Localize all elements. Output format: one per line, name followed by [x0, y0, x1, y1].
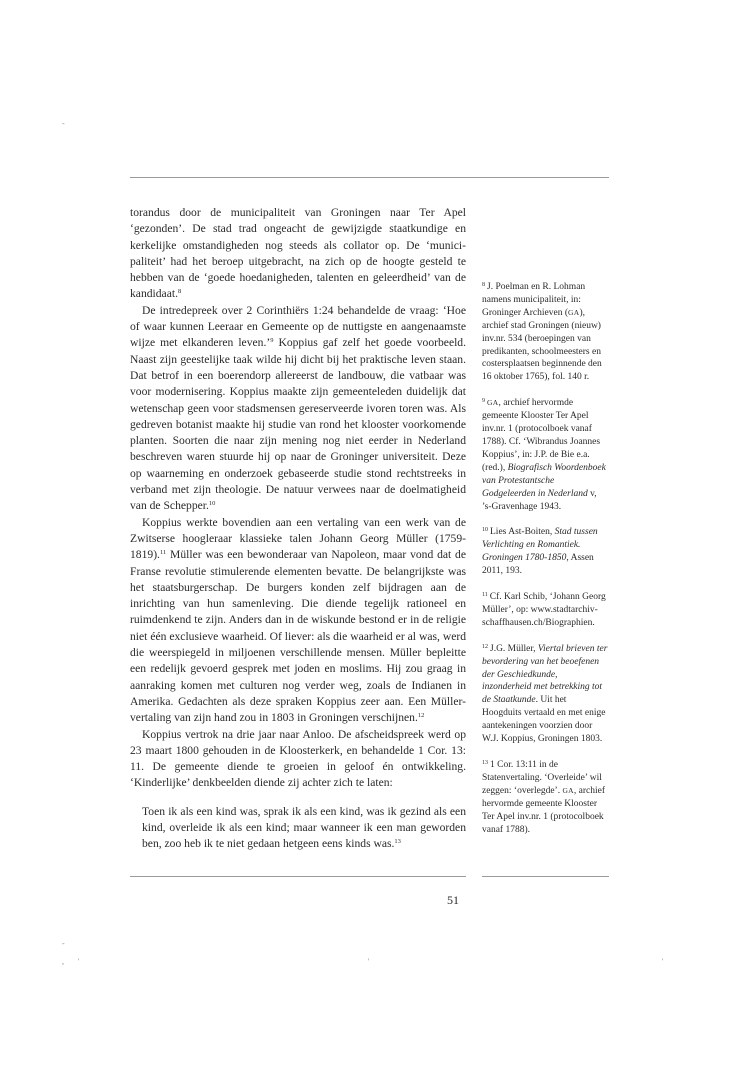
footnote-10: [482, 524, 608, 578]
crop-mark: ': [78, 957, 80, 966]
paragraph-text: Müller was een bewonderaar van Napoleon, maar vond dat de Franse revolutie stimulerende elementen bevatte. De belangrijkste was het staatsburgerschap. De burgers konden zelf bijdragen aan de inrichting van hun samenleving. Die diende tegelijk rationeel en ruimdenkend te zijn. Anders dan in de wiskunde bestond er in de religie niet één exclusieve waarheid. Of liever: als die waarheid er al was, werd die weerspiegeld in miljoenen verschillende mensen. Müller bepleitte een redelijk gevoerd gesprek met joden en moslims. Hij zou graag in aanraking komen met culturen nog verder weg, zoals de Indianen in Amerika. Gedachten als deze spraken Koppius zeer aan. Een Müller-vertaling van zijn hand zou in 1803 in Groningen verschijnen.: [130, 548, 466, 725]
footnote-8: [482, 279, 608, 384]
footnote-number: 8: [482, 282, 485, 288]
footnote-text: ), archief stad Groningen (nieuw) inv.nr. 534 (beroepingen van predikanten, schoolmeesters en costersplaatsen beginnende den 16 oktober 1765), fol. 140 r.: [482, 307, 602, 383]
footnote-number: 9: [482, 398, 485, 405]
quote-text: Toen ik als een kind was, sprak ik als een kind, was ik gezind als een kind, overleide ik als een kind; maar wanneer ik een man geworden ben, zoo heb ik te niet gedaan hetgeen eens kinds was.: [142, 804, 466, 851]
footnote-text: J.G. Müller,: [490, 643, 538, 654]
footnote-title: Viertal brieven ter bevordering van het beoefenen der Geschiedkunde, inzonderheid met betrekking tot de Staatkunde: [482, 643, 608, 706]
footnote-9: [482, 395, 608, 513]
footnote-ref: 9: [270, 337, 274, 345]
footnote-number: 10: [482, 527, 488, 534]
footnote-ref: 10: [208, 500, 216, 508]
footnote-text: , Assen 2011, 193.: [482, 553, 594, 577]
footnote-number: 13: [482, 760, 488, 766]
footnote-title: Stad tussen Verlichting en Romantiek. Groningen 1780-1850: [482, 527, 598, 564]
paragraph: [130, 515, 466, 727]
footnotes-column: [482, 279, 608, 847]
paragraph: [130, 303, 466, 515]
footnote-ref: 8: [177, 288, 182, 296]
crop-mark: -: [62, 119, 65, 128]
footnote-number: 11: [482, 592, 488, 599]
bottom-rule-main: [130, 876, 466, 877]
footnote-11: [482, 589, 608, 630]
paragraph-text: De intredepreek over 2 Corinthiërs 1:24 behandelde de vraag: ‘Hoe of waar kunnen Leeraar en Gemeente op de nuttigste en aangenaamste wijze met elkanderen leven.’: [130, 303, 466, 350]
page-number: 51: [447, 893, 459, 907]
footnote-number: 12: [482, 643, 488, 650]
footnote-text: v, ’s-Gravenhage 1943.: [482, 488, 597, 512]
footnote-text: J. Poelman en R. Lohman namens municipaliteit, in: Groninger Archieven (: [482, 282, 586, 318]
footnote-text: Cf. Karl Schib, ‘Johann Georg Müller’, op: www.stadtarchivschaffhausen.ch/Biographien.: [482, 592, 606, 628]
footnote-text: . Uit het Hoogduits vertaald en met enige aantekeningen voorzien door W.J. Koppius, Groningen 1803.: [482, 695, 606, 745]
crop-mark: -: [62, 939, 65, 948]
footnote-abbrev: GA: [562, 785, 574, 795]
top-rule: [130, 177, 609, 178]
block-quote: [142, 804, 466, 853]
crop-mark: ,: [62, 957, 64, 966]
footnote-title: Biografisch Woordenboek van Protestantsche Godgeleerden in Nederland: [482, 462, 606, 499]
footnote-ref: 12: [417, 712, 425, 720]
footnote-text: 1 Cor. 13:11 in de Statenvertaling. ‘Overleide’ wil zeggen: ‘overlegde’.: [482, 760, 602, 796]
footnote-12: [482, 641, 608, 746]
paragraph-text: Koppius vertrok na drie jaar naar Anloo. De afscheidspreek werd op 23 maart 1800 gehouden in de Kloosterkerk, en behandelde 1 Cor. 13: 11. De gemeente diende te groeien in geloof én ontwikkeling. ‘Kinderlijke’ denkbeelden diende zij achter zich te laten:: [130, 727, 466, 790]
footnote-text: Lies Ast-Boiten,: [490, 527, 555, 538]
footnote-text: , archief hervormde gemeente Klooster Ter Apel inv.nr. 1 (protocolboek vanaf 1788). Cf. ‘Wibrandus Joannes Koppius’, in: J.P. de Bie e.a. (red.),: [482, 398, 601, 473]
crop-mark: ': [368, 957, 370, 966]
paragraph: [130, 727, 466, 792]
paragraph-text: torandus door de municipaliteit van Groningen naar Ter Apel ‘gezonden’. De stad trad ongeacht de gewijzigde staatkundige en kerkelijke omstandigheden nog steeds als collator op. De ‘municipaliteit’ had het beroep uitgebracht, na zich op de hoogte gesteld te hebben van de ‘goede hoedanigheden, talenten en geleerdheid’ van de kandidaat.: [130, 206, 466, 301]
footnote-13: [482, 757, 608, 836]
crop-mark: ': [662, 957, 664, 966]
paragraph: [130, 205, 466, 303]
paragraph-text: Koppius werkte bovendien aan een vertaling van een werk van de Zwitserse hoogleraar klassieke talen Johann Georg Müller (1759-1819).: [130, 515, 466, 562]
main-text-column: [130, 205, 466, 853]
footnote-text: , archief hervormde gemeente Klooster Ter Apel inv.nr. 1 (protocolboek vanaf 1788).: [482, 785, 606, 835]
footnote-ref: 11: [159, 549, 167, 557]
paragraph-text: Koppius gaf zelf het goede voorbeeld. Naast zijn geestelijke taak wilde hij dicht bij het praktische leven staan. Dat betrof in een boerendorp allereerst de landbouw, die vatbaar was voor modernisering. Koppius maakte zijn gemeenteleden duidelijk dat wetenschap geen voor stadsmensen gereserveerde ivoren toren was. Als gedreven botanist maakte hij studie van rond het klooster voorkomende planten. Soorten die naar zijn mening nog niet eerder in Nederland beschreven waren stuurde hij op naar de Groninger universiteit. Deze op waarneming en onderzoek gebaseerde studie stond rechtstreeks in verband met zijn theologie. De natuur verwees naar de doelmatigheid van de Schepper.: [130, 336, 467, 513]
footnote-abbrev: GA: [487, 398, 499, 408]
bottom-rule-notes: [482, 876, 609, 877]
footnote-ref: 13: [394, 838, 401, 846]
footnote-abbrev: GA: [568, 307, 580, 317]
